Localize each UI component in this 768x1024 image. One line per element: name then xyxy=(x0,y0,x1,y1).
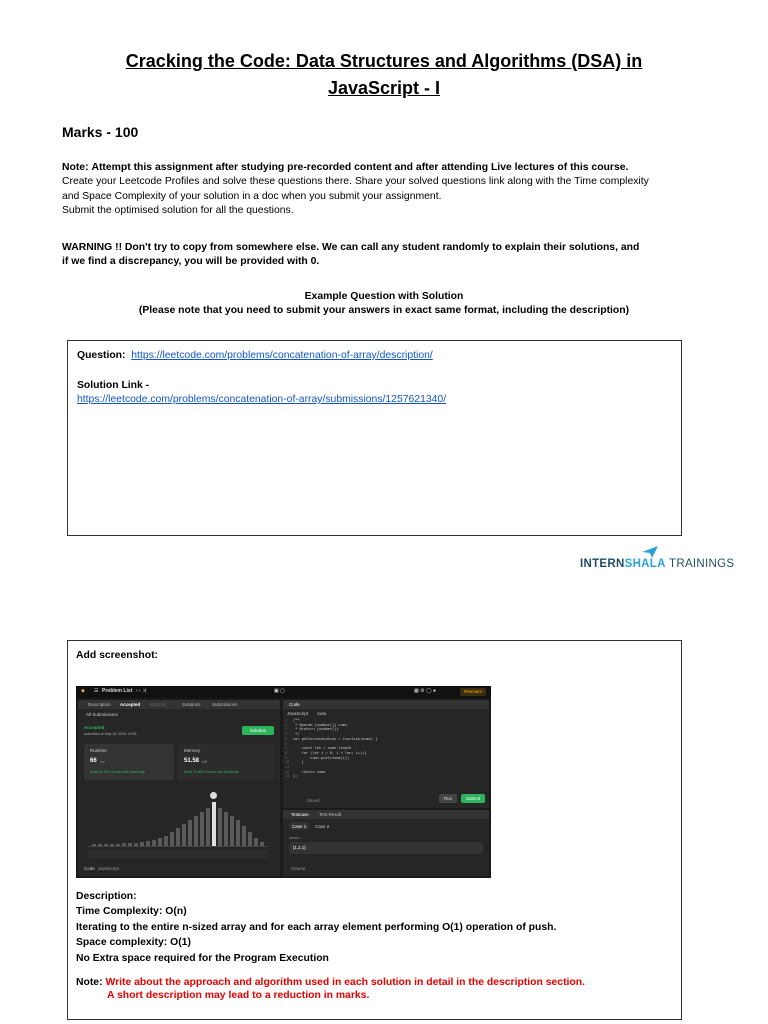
nums-value: [1,2,1] xyxy=(293,845,306,850)
run-icons: ▣ ▢ xyxy=(274,688,285,694)
memory-card xyxy=(178,744,274,780)
source-link[interactable]: Source xyxy=(291,866,306,871)
solution-link[interactable]: https://leetcode.com/problems/concatenation-of-array/submissions/1257621340/ xyxy=(77,394,447,405)
runtime-unit: ms xyxy=(100,760,105,764)
final-note xyxy=(76,977,585,1003)
language-select[interactable]: JavaScript xyxy=(287,711,309,716)
memory-label: Memory xyxy=(184,748,201,753)
case-1-label: Case 1 xyxy=(292,823,307,829)
leetcode-topbar xyxy=(76,686,491,698)
paper-plane-icon xyxy=(642,546,658,558)
nav-arrows-icon: ‹ › ⤨ xyxy=(136,688,147,694)
note-line-2: Create your Leetcode Profiles and solve these questions there. Share your solved questions link along with the Time complexity xyxy=(62,176,649,188)
premium-badge[interactable]: Premium xyxy=(460,688,486,696)
left-tabs xyxy=(78,700,280,709)
space-explanation: No Extra space required for the Program Execution xyxy=(76,952,329,964)
all-submissions-link[interactable]: All Submissions xyxy=(86,712,118,717)
question-box xyxy=(67,340,682,536)
example-heading: Example Question with Solution xyxy=(304,291,464,302)
logo-trainings: TRAININGS xyxy=(669,558,735,570)
leetcode-screenshot xyxy=(76,686,491,878)
submitted-time: submitted at May 16, 2024 13:06 xyxy=(84,732,137,736)
list-icon: ☰ xyxy=(94,688,99,694)
memory-beats: Beats 76.48% of users with JavaScript xyxy=(184,770,239,774)
test-result-tab[interactable]: Test Result xyxy=(319,812,342,817)
space-complexity: Space complexity: O(1) xyxy=(76,937,191,949)
runtime-beats: Beats 94.15% of users with JavaScript xyxy=(90,770,145,774)
submission-pane xyxy=(78,700,280,876)
case-2-tab[interactable]: Case 2 xyxy=(315,823,330,829)
title-line-1: Cracking the Code: Data Structures and Algorithms (DSA) in xyxy=(125,51,643,71)
time-complexity: Time Complexity: O(n) xyxy=(76,906,187,918)
marks-heading: Marks - 100 xyxy=(62,124,139,140)
solution-button[interactable]: Solution xyxy=(242,726,274,735)
nums-label: nums = xyxy=(289,836,301,840)
code-label: Code xyxy=(84,866,95,871)
title-line-2: JavaScript - I xyxy=(327,78,441,98)
code-tab[interactable]: Code xyxy=(289,702,300,707)
final-note-line-1: Write about the approach and algorithm used in each solution in detail in the description section. xyxy=(105,977,586,988)
memory-distribution-strip xyxy=(88,850,268,858)
memory-value: 51.58 xyxy=(184,758,200,764)
problem-list-link[interactable]: Problem List xyxy=(102,688,133,694)
tab-solutions[interactable]: Solutions xyxy=(182,702,201,707)
code-lang-label: JavaScript xyxy=(98,866,120,871)
logo-shala: SHALA xyxy=(624,558,666,570)
warning-line-1: WARNING !! Don't try to copy from somewhere else. We can call any student randomly to explain their solutions, and xyxy=(62,242,640,253)
note-line-4: Submit the optimised solution for all the questions. xyxy=(62,204,294,216)
runtime-card xyxy=(84,744,174,780)
accepted-status: Accepted xyxy=(84,725,105,730)
line-numbers: 1 2 3 4 5 6 7 8 9 10 11 12 13 xyxy=(285,718,290,779)
question-label: Question: xyxy=(77,350,126,361)
description-label: Description: xyxy=(76,891,137,902)
testcase-tab[interactable]: Testcase xyxy=(291,812,309,817)
add-screenshot-label: Add screenshot: xyxy=(76,650,158,661)
document-title-2 xyxy=(0,75,768,102)
solution-label: Solution Link - xyxy=(77,380,150,391)
tab-editorial[interactable]: Editorial xyxy=(150,702,167,707)
runtime-value: 66 xyxy=(90,758,97,764)
code-editor-pane xyxy=(283,700,489,808)
code-tabs xyxy=(283,700,489,709)
note-label: Note: xyxy=(62,162,89,173)
question-row xyxy=(77,349,727,363)
description-section xyxy=(76,889,556,966)
note-paragraph xyxy=(62,161,712,218)
saved-status: Saved xyxy=(307,798,320,803)
note-bold-text: Attempt this assignment after studying pre-recorded content and after attending Live lectures of this course. xyxy=(91,162,629,173)
user-marker-icon xyxy=(210,792,217,799)
runtime-distribution-chart xyxy=(88,792,268,847)
solution-link-row xyxy=(77,393,727,407)
runtime-label: Runtime xyxy=(90,748,107,753)
leetcode-logo-icon: ◆ xyxy=(81,688,85,694)
document-title xyxy=(0,48,768,75)
question-link[interactable]: https://leetcode.com/problems/concatenation-of-array/description/ xyxy=(131,350,433,361)
submit-button[interactable]: Submit xyxy=(461,794,485,803)
run-button[interactable]: Run xyxy=(439,794,457,803)
case-1-tab[interactable] xyxy=(289,822,309,830)
code-editor[interactable]: /** * @param {number[]} nums * @return {number[]} */ var getConcatenation = function(nums) { const len = nums.length for (let i = 0; i < len; i++){ nums.push(nums[i]) } return nums }; xyxy=(293,718,378,779)
example-subheading: (Please note that you need to submit your answers in exact same format, including the description) xyxy=(138,305,630,316)
tab-description[interactable]: Description xyxy=(88,702,111,707)
internshala-logo xyxy=(580,546,735,572)
testcase-tabs xyxy=(283,810,489,819)
memory-unit: MB xyxy=(202,760,208,764)
note-line-3: and Space Complexity of your solution in a doc when you submit your assignment. xyxy=(62,190,442,202)
logo-wordmark xyxy=(580,558,734,570)
final-note-line-2: A short description may lead to a reduction in marks. xyxy=(107,989,370,1001)
testcase-pane xyxy=(283,810,489,876)
warning-paragraph xyxy=(62,241,712,270)
warning-line-2: if we find a discrepancy, you will be provided with 0. xyxy=(62,256,320,268)
time-explanation: Iterating to the entire n-sized array and for each array element performing O(1) operation of push. xyxy=(76,921,557,933)
tab-submissions[interactable]: Submissions xyxy=(212,702,238,707)
final-note-label: Note: xyxy=(76,977,103,988)
logo-intern: INTERN xyxy=(580,558,625,570)
toolbar-icons: ▦ ⚙ ◯ ● xyxy=(414,688,436,694)
nums-input[interactable] xyxy=(289,842,483,854)
tab-accepted[interactable]: Accepted xyxy=(120,702,141,707)
auto-toggle[interactable]: Auto xyxy=(317,711,327,716)
